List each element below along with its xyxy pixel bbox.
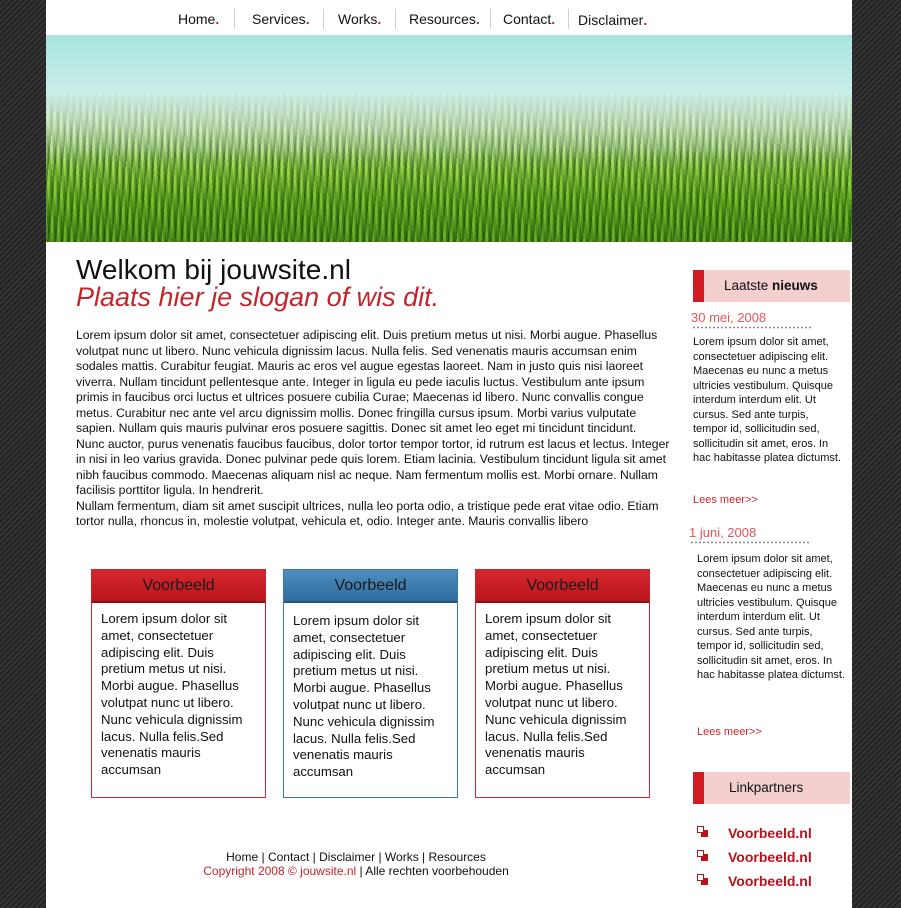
content-box-3 — [475, 569, 650, 798]
page-title: Welkom bij jouwsite.nl — [76, 254, 351, 285]
footer-copyright — [46, 864, 666, 878]
dotted-divider — [692, 326, 812, 329]
nav-disclaimer-label: Disclaimer — [578, 12, 644, 28]
footer-link-disclaimer[interactable]: Disclaimer — [319, 850, 376, 864]
box-title: Voorbeeld — [92, 570, 265, 603]
news-text: Lorem ipsum dolor sit amet, consectetuer adipiscing elit. Maecenas eu nunc a metus ultricies vestibulum. Quisque interdum interdum elit. Ut cursus. Sed ante turpis, tempor id, sollicitudin sed, sollicitudin sit amet, eros. In hac habitasse platea dictumst. — [693, 336, 841, 464]
header-grass-image — [46, 35, 852, 242]
nav-dot: . — [475, 11, 480, 27]
nav-dot: . — [215, 11, 220, 27]
footer-link-resources[interactable]: Resources — [428, 850, 486, 864]
link-squares-icon — [697, 874, 709, 886]
footer-separator: | — [418, 850, 429, 864]
news-text: Lorem ipsum dolor sit amet, consectetuer adipiscing elit. Maecenas eu nunc a metus ultricies vestibulum. Quisque interdum interdum elit. Ut cursus. Sed ante turpis, tempor id, sollicitudin sed, sollicitudin sit amet, eros. In hac habitasse platea dictumst. — [697, 553, 845, 681]
dotted-divider — [690, 541, 810, 544]
linkpartner-label: Voorbeeld.nl — [728, 825, 812, 841]
intro-paragraph: Nullam fermentum, diam sit amet suscipit ultrices, nulla leo porta odio, a tristique pede erat vitae odio. Etiam tortor nulla, rhoncus in, molestie volutpat, vehicula et, odio. Integer ante. Mauris convallis libero — [76, 498, 659, 528]
linkpartners-heading-text: Linkpartners — [729, 780, 804, 795]
linkpartner-label: Voorbeeld.nl — [728, 849, 812, 865]
news-heading — [693, 270, 850, 302]
linkpartners-heading — [693, 772, 850, 804]
page-slogan: Plaats hier je slogan of wis dit. — [76, 282, 440, 312]
nav-resources[interactable] — [409, 11, 480, 33]
news-date: 1 juni, 2008 — [689, 525, 757, 540]
footer-separator: | — [375, 850, 385, 864]
nav-works[interactable] — [338, 11, 381, 33]
nav-separator — [234, 9, 235, 29]
content-box-1 — [91, 569, 266, 798]
read-more-link[interactable]: Lees meer>> — [693, 494, 758, 506]
nav-dot: . — [305, 11, 310, 27]
heading-accent-bar — [693, 270, 704, 302]
nav-disclaimer[interactable] — [578, 12, 647, 34]
rights-text: | Alle rechten voorbehouden — [356, 864, 509, 878]
footer-links — [46, 850, 666, 864]
footer-link-home[interactable]: Home — [226, 850, 259, 864]
box-title: Voorbeeld — [284, 570, 457, 603]
nav-dot: . — [377, 11, 382, 27]
nav-home-label: Home — [178, 11, 216, 27]
nav-separator — [568, 9, 569, 29]
linkpartner-label: Voorbeeld.nl — [728, 873, 812, 889]
nav-dot: . — [643, 12, 648, 28]
intro-paragraph: Lorem ipsum dolor sit amet, consectetuer adipiscing elit. Duis pretium metus ut nisi. Morbi augue. Phasellus volutpat nunc ut libero. Nunc vehicula dignissim lacus. Nulla felis. Sed venenatis mauris accumsan enim sodales mattis. Curabitur feugiat. Mauris ac eros vel augue egestas laoreet. Nam in justo quis nisi laoreet viverra. Nullam tincidunt pellentesque ante. Integer in ligula eu pede iaculis luctus. Vestibulum ante ipsum primis in faucibus orci luctus et ultrices posuere cubilia Curae; Maecenas id libero. Nunc convallis congue metus. Curabitur nec ante vel arcu dignissim mollis. Donec fringilla cursus ipsum. Morbi varius vulputate sapien. Nullam quis mauris pulvinar eros posuere sagittis. Donec sit amet leo eget mi tincidunt tincidunt. — [76, 328, 658, 435]
content-box-2 — [283, 569, 458, 798]
news-date: 30 mei, 2008 — [691, 310, 767, 325]
nav-separator — [395, 9, 396, 29]
copyright-text: Copyright 2008 © jouwsite.nl — [203, 864, 357, 878]
page — [46, 0, 852, 908]
news-heading-text — [724, 270, 818, 301]
footer-separator: | — [309, 850, 320, 864]
nav-resources-label: Resources — [409, 11, 476, 27]
news-heading-bold: nieuws — [772, 278, 818, 293]
read-more-link[interactable]: Lees meer>> — [697, 726, 762, 738]
nav-home[interactable] — [178, 11, 219, 33]
heading-accent-bar — [693, 772, 704, 804]
footer-link-contact[interactable]: Contact — [267, 850, 310, 864]
news-heading-prefix: Laatste — [724, 278, 773, 293]
nav-dot: . — [551, 11, 556, 27]
nav-contact-label: Contact — [503, 11, 552, 27]
box-text: Lorem ipsum dolor sit amet, consectetuer adipiscing elit. Duis pretium metus ut nisi. Morbi augue. Phasellus volutpat nunc ut libero. Nunc vehicula dignissim lacus. Nulla felis.Sed venenatis mauris accumsan — [485, 611, 627, 778]
box-text: Lorem ipsum dolor sit amet, consectetuer adipiscing elit. Duis pretium metus ut nisi. Morbi augue. Phasellus volutpat nunc ut libero. Nunc vehicula dignissim lacus. Nulla felis.Sed venenatis mauris accumsan — [101, 611, 243, 778]
nav-separator — [490, 9, 491, 29]
footer-separator: | — [258, 850, 268, 864]
box-text: Lorem ipsum dolor sit amet, consectetuer adipiscing elit. Duis pretium metus ut nisi. Morbi augue. Phasellus volutpat nunc ut libero. Nunc vehicula dignissim lacus. Nulla felis.Sed venenatis mauris accumsan — [293, 613, 435, 780]
nav-services-label: Services — [252, 11, 306, 27]
intro-text — [76, 328, 676, 530]
link-squares-icon — [697, 850, 709, 862]
link-squares-icon — [697, 826, 709, 838]
footer-link-works[interactable]: Works — [384, 850, 419, 864]
top-navigation — [46, 0, 852, 35]
intro-paragraph: Nunc auctor, purus venenatis faucibus faucibus, dolor tortor tempor tortor, id rutrum est lacus et lectus. Integer in nisi in leo varius gravida. Donec pulvinar pede quis lorem. Etiam lacinia. Vestibulum tincidunt ligula sit amet nibh faucibus commodo. Maecenas aliquam nisl ac neque. Nam fermentum mollis est. Morbi ornare. Nullam facilisis porttitor ligula. In hendrerit. — [76, 436, 670, 497]
box-title: Voorbeeld — [476, 570, 649, 603]
nav-services[interactable] — [252, 11, 310, 33]
nav-contact[interactable] — [503, 11, 555, 33]
nav-separator — [323, 9, 324, 29]
grass-texture — [46, 92, 852, 242]
nav-works-label: Works — [338, 11, 378, 27]
